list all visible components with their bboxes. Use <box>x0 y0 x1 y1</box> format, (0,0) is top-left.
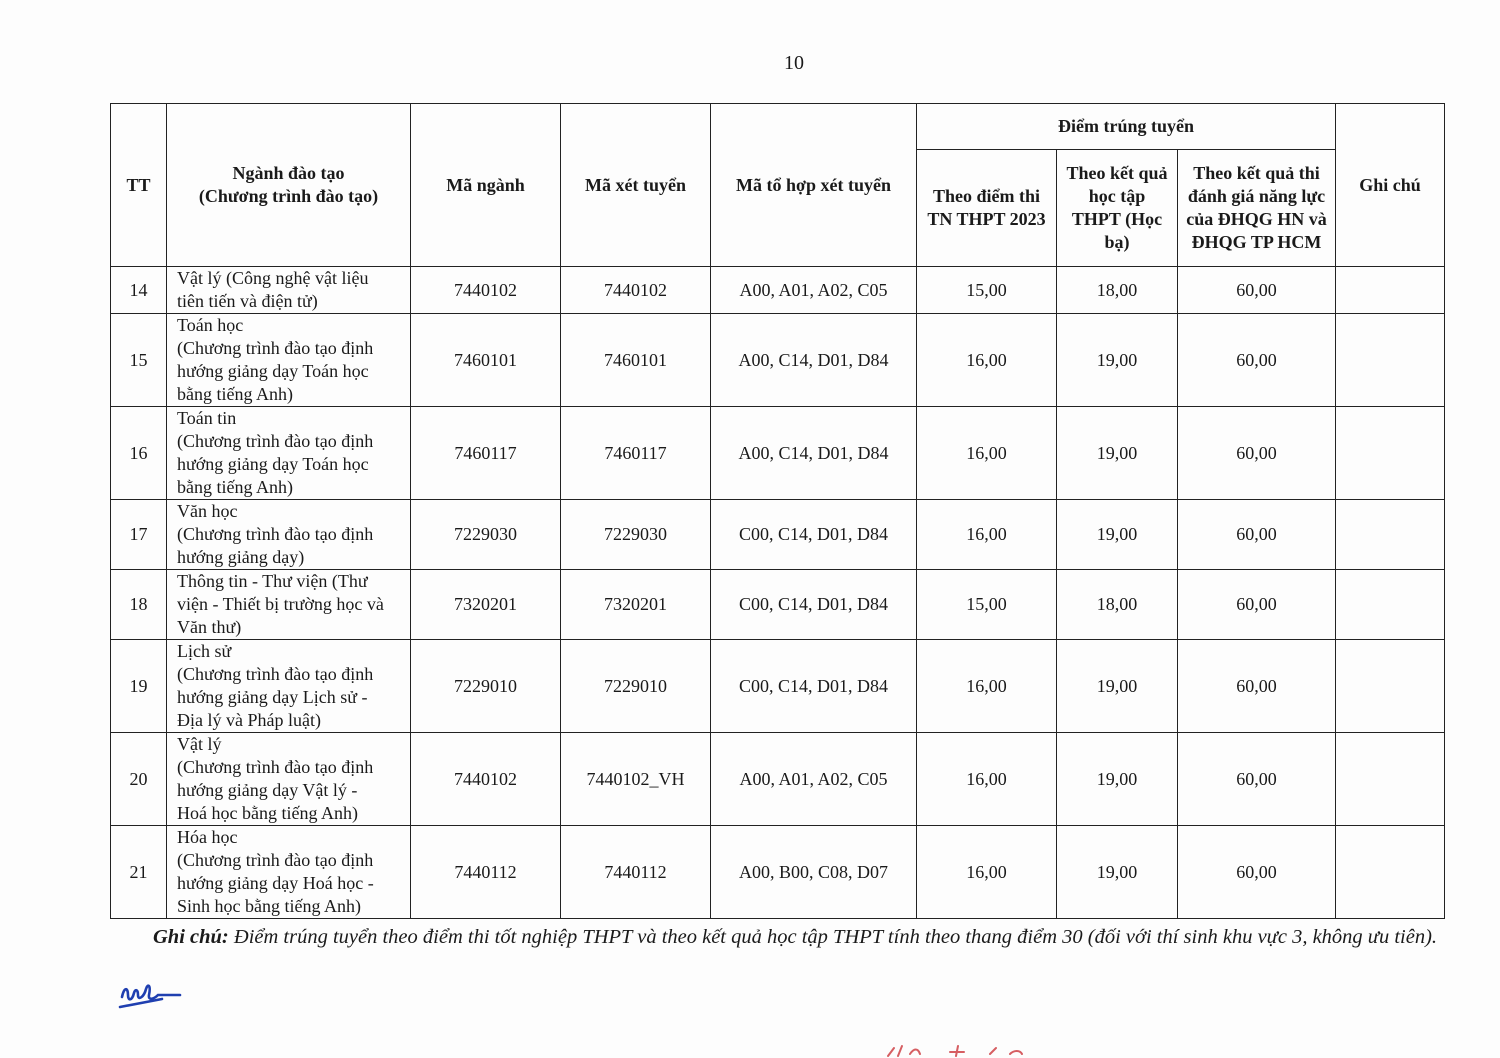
cell-score-assessment: 60,00 <box>1178 500 1336 570</box>
cell-tt: 17 <box>111 500 167 570</box>
header-score-exam: Theo điểm thi TN THPT 2023 <box>917 150 1057 267</box>
header-score-group: Điểm trúng tuyển <box>917 104 1336 150</box>
header-score-assessment: Theo kết quả thi đánh giá năng lực của ĐHQG HN và ĐHQG TP HCM <box>1178 150 1336 267</box>
cell-note <box>1336 314 1445 407</box>
major-line: hướng giảng dạy) <box>177 547 305 567</box>
header-major-code: Mã ngành <box>411 104 561 267</box>
cell-score-assessment: 60,00 <box>1178 267 1336 314</box>
cell-admission-code: 7460117 <box>561 407 711 500</box>
header-major: Ngành đào tạo (Chương trình đào tạo) <box>167 104 411 267</box>
cell-tt: 18 <box>111 570 167 640</box>
cell-admission-code: 7440102 <box>561 267 711 314</box>
cell-score-exam: 16,00 <box>917 314 1057 407</box>
cell-major <box>167 733 411 826</box>
cell-major-code: 7460117 <box>411 407 561 500</box>
cell-score-exam: 16,00 <box>917 826 1057 919</box>
major-line: bằng tiếng Anh) <box>177 477 293 497</box>
major-line: (Chương trình đào tạo định <box>177 524 374 544</box>
major-line: Địa lý và Pháp luật) <box>177 710 321 730</box>
table-row <box>111 826 1445 919</box>
admission-scores-table <box>110 103 1445 919</box>
page-number: 10 <box>784 52 804 74</box>
cell-score-exam: 16,00 <box>917 500 1057 570</box>
cell-major-code: 7229010 <box>411 640 561 733</box>
cell-score-exam: 16,00 <box>917 407 1057 500</box>
cell-major <box>167 826 411 919</box>
cell-score-transcript: 19,00 <box>1057 500 1178 570</box>
cell-major-code: 7460101 <box>411 314 561 407</box>
major-line: hướng giảng dạy Toán học <box>177 361 369 381</box>
cell-score-assessment: 60,00 <box>1178 640 1336 733</box>
major-line: Hoá học bằng tiếng Anh) <box>177 803 358 823</box>
cell-score-transcript: 19,00 <box>1057 733 1178 826</box>
header-admission-code: Mã xét tuyển <box>561 104 711 267</box>
handwritten-signature <box>118 975 184 1011</box>
major-line: hướng giảng dạy Lịch sử - <box>177 687 368 707</box>
cell-admission-code: 7229010 <box>561 640 711 733</box>
major-line: Lịch sử <box>177 641 232 661</box>
cell-admission-code: 7229030 <box>561 500 711 570</box>
major-line: hướng giảng dạy Toán học <box>177 454 369 474</box>
cell-score-assessment: 60,00 <box>1178 733 1336 826</box>
cell-major-code: 7440112 <box>411 826 561 919</box>
major-line: Toán học <box>177 315 244 335</box>
cell-note <box>1336 500 1445 570</box>
cell-tt: 15 <box>111 314 167 407</box>
header-combo-code: Mã tổ hợp xét tuyển <box>711 104 917 267</box>
cell-combo-code: A00, B00, C08, D07 <box>711 826 917 919</box>
cell-major-code: 7320201 <box>411 570 561 640</box>
major-line: tiên tiến và điện tử) <box>177 291 318 311</box>
cell-combo-code: A00, C14, D01, D84 <box>711 407 917 500</box>
cell-admission-code: 7440112 <box>561 826 711 919</box>
cell-combo-code: A00, C14, D01, D84 <box>711 314 917 407</box>
major-line: (Chương trình đào tạo định <box>177 664 374 684</box>
table-row <box>111 500 1445 570</box>
cell-combo-code: A00, A01, A02, C05 <box>711 733 917 826</box>
header-score-transcript: Theo kết quả học tập THPT (Học bạ) <box>1057 150 1178 267</box>
cell-note <box>1336 570 1445 640</box>
major-line: (Chương trình đào tạo định <box>177 338 374 358</box>
cell-note <box>1336 267 1445 314</box>
major-line: Văn thư) <box>177 617 242 637</box>
cell-score-assessment: 60,00 <box>1178 314 1336 407</box>
cell-note <box>1336 826 1445 919</box>
cell-score-assessment: 60,00 <box>1178 826 1336 919</box>
table-row <box>111 640 1445 733</box>
major-line: Vật lý (Công nghệ vật liệu <box>177 268 369 288</box>
stamp-fragment <box>880 1042 1080 1058</box>
cell-tt: 20 <box>111 733 167 826</box>
cell-admission-code: 7320201 <box>561 570 711 640</box>
cell-major <box>167 407 411 500</box>
table-body <box>111 267 1445 919</box>
table-row <box>111 570 1445 640</box>
major-line: bằng tiếng Anh) <box>177 384 293 404</box>
cell-major-code: 7440102 <box>411 733 561 826</box>
cell-major <box>167 570 411 640</box>
cell-score-transcript: 19,00 <box>1057 640 1178 733</box>
cell-score-transcript: 18,00 <box>1057 570 1178 640</box>
cell-major <box>167 640 411 733</box>
major-line: (Chương trình đào tạo định <box>177 431 374 451</box>
cell-score-exam: 15,00 <box>917 267 1057 314</box>
cell-tt: 16 <box>111 407 167 500</box>
cell-score-assessment: 60,00 <box>1178 407 1336 500</box>
table-row <box>111 314 1445 407</box>
header-note: Ghi chú <box>1336 104 1445 267</box>
cell-major-code: 7229030 <box>411 500 561 570</box>
cell-major-code: 7440102 <box>411 267 561 314</box>
major-line: (Chương trình đào tạo định <box>177 850 374 870</box>
cell-score-transcript: 19,00 <box>1057 407 1178 500</box>
cell-score-exam: 16,00 <box>917 640 1057 733</box>
table-row <box>111 407 1445 500</box>
table-row <box>111 733 1445 826</box>
footnote-text: Điểm trúng tuyển theo điểm thi tốt nghiệp THPT và theo kết quả học tập THPT tính theo thang điểm 30 (đối với thí sinh khu vực 3, không ưu tiên). <box>228 926 1438 948</box>
cell-admission-code: 7440102_VH <box>561 733 711 826</box>
major-line: hướng giảng dạy Vật lý - <box>177 780 358 800</box>
cell-combo-code: C00, C14, D01, D84 <box>711 500 917 570</box>
cell-combo-code: C00, C14, D01, D84 <box>711 640 917 733</box>
major-line: hướng giảng dạy Hoá học - <box>177 873 374 893</box>
cell-score-exam: 16,00 <box>917 733 1057 826</box>
cell-score-transcript: 19,00 <box>1057 314 1178 407</box>
cell-combo-code: C00, C14, D01, D84 <box>711 570 917 640</box>
header-tt: TT <box>111 104 167 267</box>
major-line: Văn học <box>177 501 238 521</box>
major-line: Toán tin <box>177 408 237 428</box>
major-line: Sinh học bằng tiếng Anh) <box>177 896 361 916</box>
major-line: Thông tin - Thư viện (Thư <box>177 571 368 591</box>
major-line: (Chương trình đào tạo định <box>177 757 374 777</box>
cell-major <box>167 500 411 570</box>
footnote-label: Ghi chú: <box>153 926 229 948</box>
cell-score-transcript: 19,00 <box>1057 826 1178 919</box>
major-line: Hóa học <box>177 827 238 847</box>
cell-tt: 19 <box>111 640 167 733</box>
cell-score-assessment: 60,00 <box>1178 570 1336 640</box>
cell-major <box>167 314 411 407</box>
cell-note <box>1336 640 1445 733</box>
cell-score-transcript: 18,00 <box>1057 267 1178 314</box>
major-line: Vật lý <box>177 734 222 754</box>
cell-tt: 14 <box>111 267 167 314</box>
cell-tt: 21 <box>111 826 167 919</box>
cell-admission-code: 7460101 <box>561 314 711 407</box>
table-row <box>111 267 1445 314</box>
cell-note <box>1336 733 1445 826</box>
cell-score-exam: 15,00 <box>917 570 1057 640</box>
cell-note <box>1336 407 1445 500</box>
major-line: viện - Thiết bị trường học và <box>177 594 384 614</box>
cell-combo-code: A00, A01, A02, C05 <box>711 267 917 314</box>
footnote <box>153 922 1453 953</box>
cell-major <box>167 267 411 314</box>
